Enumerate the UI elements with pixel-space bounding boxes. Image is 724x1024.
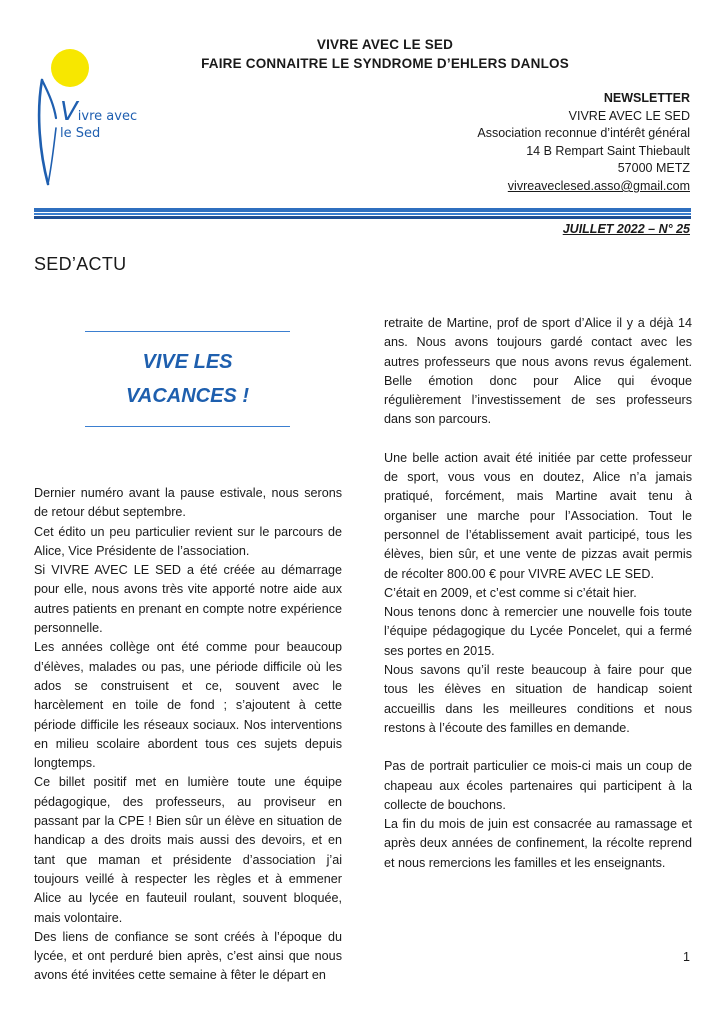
address-block	[477, 90, 690, 196]
street-address: 14 B Rempart Saint Thiebault	[526, 143, 690, 158]
org-name: VIVRE AVEC LE SED	[568, 108, 690, 123]
header-subtitle: FAIRE CONNAITRE LE SYNDROME D’EHLERS DANLOS	[201, 56, 569, 71]
header-divider	[34, 216, 691, 219]
org-status: Association reconnue d’intérêt général	[477, 126, 690, 141]
paragraph: Dernier numéro avant la pause estivale, nous serons de retour début septembre.	[34, 486, 342, 520]
paragraph: Nous savons qu’il reste beaucoup à faire pour que tous les élèves en situation de handicap soient accueillis dans les meilleures conditions et nous restons à l’écoute des familles en demande.	[384, 663, 692, 735]
email-link[interactable]: vivreaveclesed.asso@gmail.com	[507, 178, 690, 193]
paragraph: C’était en 2009, et c’est comme si c’était hier.	[384, 585, 637, 600]
header-divider	[34, 208, 691, 212]
header-title: VIVRE AVEC LE SED	[316, 37, 454, 52]
paragraph: Pas de portrait particulier ce mois-ci mais un coup de chapeau aux écoles partenaires qui participent à la collecte de bouchons.	[384, 759, 692, 812]
page-number: 1	[683, 950, 690, 964]
paragraph: Des liens de confiance se sont créés à l’époque du lycée, et ont perduré bien après, c’est ainsi que nous avons été invitées cette semaine à fêter le départ en	[34, 929, 342, 983]
logo-text	[60, 97, 138, 142]
logo-big-letter: V	[60, 97, 78, 127]
paragraph: Les années collège ont été comme pour beaucoup d’élèves, malades ou pas, une période difficile où les ados se construisent et ce, souvent avec le harcèlement en toile de fond ; s’ajoutent à cette période difficile les réseaux sociaux. Nos interventions en milieu scolaire abordent tous ces sujets depuis longtemps.	[34, 640, 342, 771]
city: 57000 METZ	[617, 161, 690, 176]
logo-line2: le Sed	[60, 126, 101, 141]
headline-line2: VACANCES !	[126, 385, 249, 407]
paragraph: Une belle action avait été initiée par cette professeur de sport, vous vous en doutez, Alice n’a jamais pratiqué, forcément, mais Martine avait tenu à organiser une marche pour l’Association. Tout le personnel de l’établissement avait participé, tous les élèves, bien sûr, et une vente de pizzas avait permis de récolter 800.00 € pour VIVRE AVEC LE SED.	[384, 450, 692, 581]
paragraph: Cet édito un peu particulier revient sur le parcours de Alice, Vice Présidente de l’association.	[34, 524, 342, 558]
headline-rule-top	[85, 331, 290, 332]
logo-line1: ivre avec	[77, 109, 138, 124]
header-divider	[34, 213, 691, 215]
headline-rule-bottom	[85, 426, 290, 427]
headline-line1: VIVE LES	[142, 351, 233, 373]
paragraph: Si VIVRE AVEC LE SED a été créée au démarrage pour elle, nous avons très vite apporté notre aide aux autres patients en prenant en compte notre expérience personnelle.	[34, 563, 342, 636]
paragraph: retraite de Martine, prof de sport d’Alice il y a déjà 14 ans. Nous avons toujours gardé contact avec les autres professeurs que nous avons revus également. Belle émotion donc pour Alice qui évoque régulièrement l’investissement de ses professeurs dans son parcours.	[384, 316, 692, 427]
paragraph: La fin du mois de juin est consacrée au ramassage et après deux années de confinement, la récolte reprend et nous remercions les familles et les enseignants.	[384, 817, 692, 870]
left-column	[34, 484, 342, 986]
paragraph: Nous tenons donc à remercier une nouvelle fois toute l’équipe pédagogique du Lycée Poncelet, qui a fermé ses portes en 2015.	[384, 605, 692, 658]
logo	[34, 44, 144, 190]
headline	[85, 345, 290, 413]
section-title: SED’ACTU	[34, 254, 127, 274]
right-column	[384, 314, 692, 873]
issue-label: JUILLET 2022 – N° 25	[562, 222, 690, 236]
paragraph: Ce billet positif met en lumière toute une équipe pédagogique, des professeurs, au proviseur en passant par la CPE ! Bien sûr un élève en situation de handicap a des droits mais aussi des devoirs, et en tant que maman et présidente d’association j’ai toujours veillé à respecter les règles et à emmener Alice au lycée en fauteuil roulant, souvent bloquée, mais volontaire.	[34, 775, 342, 925]
newsletter-label: NEWSLETTER	[603, 91, 690, 105]
